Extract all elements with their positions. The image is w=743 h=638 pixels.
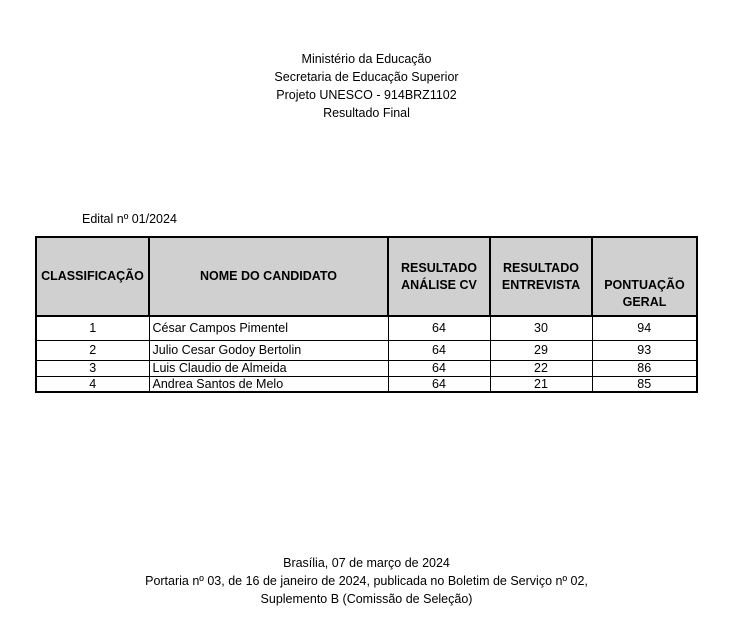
column-header-analise-line2: ANÁLISE CV bbox=[401, 277, 477, 292]
table-header-row bbox=[36, 237, 697, 316]
footer-supplement: Suplemento B (Comissão de Seleção) bbox=[260, 592, 473, 606]
cell-entrevista: 21 bbox=[490, 376, 592, 392]
cell-classificacao: 1 bbox=[36, 316, 149, 340]
cell-pontuacao: 86 bbox=[592, 360, 697, 376]
cell-classificacao: 3 bbox=[36, 360, 149, 376]
cell-analise: 64 bbox=[388, 316, 490, 340]
results-table bbox=[35, 236, 698, 393]
column-header-pontuacao-line2: GERAL bbox=[622, 295, 667, 309]
column-header-nome-label: NOME DO CANDIDATO bbox=[199, 269, 338, 283]
footer-place-date: Brasília, 07 de março de 2024 bbox=[283, 556, 450, 570]
table-row bbox=[36, 316, 697, 340]
table-row bbox=[36, 340, 697, 360]
column-header-pontuacao-line1: PONTUAÇÃO bbox=[604, 278, 685, 292]
cell-analise: 64 bbox=[388, 360, 490, 376]
header-ministry: Ministério da Educação bbox=[301, 52, 432, 66]
table-row bbox=[36, 360, 697, 376]
edital-label: Edital nº 01/2024 bbox=[82, 212, 177, 226]
cell-pontuacao: 93 bbox=[592, 340, 697, 360]
column-header-entrevista-line2: ENTREVISTA bbox=[501, 277, 581, 292]
cell-pontuacao: 94 bbox=[592, 316, 697, 340]
document-header bbox=[0, 50, 733, 122]
cell-analise: 64 bbox=[388, 376, 490, 392]
cell-analise: 64 bbox=[388, 340, 490, 360]
cell-nome: Andrea Santos de Melo bbox=[149, 376, 388, 392]
cell-entrevista: 22 bbox=[490, 360, 592, 376]
column-header-classificacao-label: CLASSIFICAÇÃO bbox=[41, 269, 144, 283]
cell-nome: Luis Claudio de Almeida bbox=[149, 360, 388, 376]
cell-classificacao: 4 bbox=[36, 376, 149, 392]
column-header-entrevista bbox=[490, 237, 592, 316]
cell-entrevista: 30 bbox=[490, 316, 592, 340]
cell-entrevista: 29 bbox=[490, 340, 592, 360]
cell-pontuacao: 85 bbox=[592, 376, 697, 392]
column-header-entrevista-line1: RESULTADO bbox=[503, 260, 579, 275]
column-header-nome bbox=[149, 237, 388, 316]
cell-classificacao: 2 bbox=[36, 340, 149, 360]
cell-nome: Julio Cesar Godoy Bertolin bbox=[149, 340, 388, 360]
column-header-analise-line1: RESULTADO bbox=[401, 260, 477, 275]
table-row bbox=[36, 376, 697, 392]
header-secretariat: Secretaria de Educação Superior bbox=[274, 70, 459, 84]
cell-nome: César Campos Pimentel bbox=[149, 316, 388, 340]
footer-portaria: Portaria nº 03, de 16 de janeiro de 2024, publicada no Boletim de Serviço nº 02, bbox=[145, 574, 588, 588]
header-result-title: Resultado Final bbox=[323, 106, 410, 120]
header-project: Projeto UNESCO - 914BRZ1102 bbox=[276, 88, 457, 102]
column-header-classificacao bbox=[36, 237, 149, 316]
document-footer bbox=[0, 554, 733, 608]
column-header-pontuacao bbox=[592, 237, 697, 316]
column-header-analise bbox=[388, 237, 490, 316]
